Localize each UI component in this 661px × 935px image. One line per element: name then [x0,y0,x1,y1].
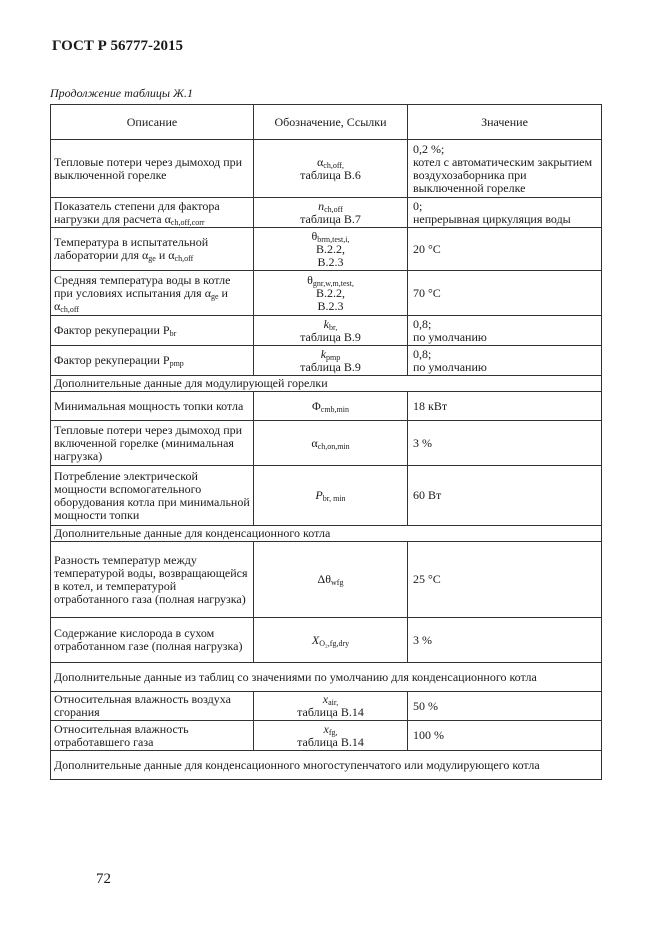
section-title-multistage: Дополнительные данные для конденсационного многоступенчатого или модулирующего котла [51,751,602,780]
row-value: 50 % [408,692,602,721]
symbol-main: k [323,316,329,331]
symbol-main: n [318,198,325,213]
row-symbol [254,692,408,721]
symbol-ref: таблица В.9 [300,359,361,374]
symbol-main: α [316,154,324,169]
row-symbol [254,466,408,526]
value-line: 0; [413,198,423,213]
table-row [51,618,602,663]
section-row [51,663,602,692]
row-value: 100 % [408,721,602,751]
row-description: Потребление электрической мощности вспомогательного оборудования котла при минимальной мощности топки [51,466,254,526]
row-value [408,346,602,376]
value-line: 0,8; [413,346,432,361]
desc-sub: ge [210,291,219,301]
desc-sub: pmp [169,359,184,368]
symbol-main: x [323,721,329,736]
row-value: 60 Вт [408,466,602,526]
symbol-ref: таблица В.6 [300,167,361,182]
section-title-modulating: Дополнительные данные для модулирующей горелки [51,376,602,392]
symbol-ref: В.2.2, [315,285,345,300]
page-number: 72 [96,871,111,887]
value-line: непрерывная циркуляция воды [413,211,571,226]
table-row [51,692,602,721]
symbol-main: k [320,346,327,361]
row-symbol [254,346,408,376]
row-description: Минимальная мощность топки котла [51,392,254,421]
symbol-sub: cmb,min [320,404,349,414]
row-symbol [254,721,408,751]
section-row [51,376,602,392]
symbol-sub: br, min [322,494,346,503]
header-value: Значение [408,105,602,140]
symbol-main: x [322,692,329,706]
symbol-sub: gnr,w,m,test, [312,278,354,288]
row-symbol [254,316,408,346]
desc-text: Средняя температура воды в котле при условиях испытания для α [54,272,231,300]
row-description [51,271,254,316]
value-line: по умолчанию [413,329,487,344]
symbol-sub: wfg [331,578,344,587]
section-row [51,526,602,542]
row-description: Тепловые потери через дымоход при включенной горелке (минимальная нагрузка) [51,421,254,466]
row-description: Относительная влажность отработавшего газа [51,721,254,751]
row-value [408,316,602,346]
symbol-ref: таблица В.14 [297,734,364,749]
symbol-sub: O₂,fg,dry [319,638,350,648]
table-row [51,346,602,376]
row-description: Тепловые потери через дымоход при выключенной горелке [51,140,254,198]
row-value [408,140,602,198]
symbol-main: P [315,488,323,502]
symbol-sub: ch,off, [323,160,345,170]
section-row [51,751,602,780]
symbol-sub: brm,test,i, [317,234,350,244]
table-continuation-caption: Продолжение таблицы Ж.1 [50,86,194,100]
symbol-ref: В.2.2, [315,241,345,256]
desc-mid: и α [155,248,175,262]
symbol-main: θ [311,228,318,243]
row-symbol [254,271,408,316]
desc-sub: ch,off,corr [170,217,205,227]
symbol-main: α [311,435,318,450]
value-line: 0,2 %; [413,141,445,156]
symbol-main: Δθ [317,572,331,586]
table-row [51,271,602,316]
header-description: Описание [51,105,254,140]
desc-sub: br [169,329,177,338]
symbol-sub: br, [328,322,338,332]
desc-text: Температура в испытательной лаборатории для α [54,235,209,262]
row-description [51,346,254,376]
row-value [408,198,602,228]
symbol-ref: В.2.3 [317,254,344,269]
row-description [51,228,254,271]
value-line: котел с автоматическим закрытием воздухозаборника при выключенной горелке [413,154,593,195]
desc-sub2: ch,off [174,254,194,263]
table-row [51,140,602,198]
row-value: 3 % [408,421,602,466]
row-symbol [254,618,408,663]
desc-text: Фактор рекуперации P [54,323,170,337]
row-symbol [254,198,408,228]
row-value: 25 °С [408,542,602,618]
section-title-defaults: Дополнительные данные из таблиц со значениями по умолчанию для конденсационного котла [51,663,602,692]
symbol-ref: таблица В.14 [297,705,364,719]
row-value: 70 °С [408,271,602,316]
row-description: Разность температур между температурой воды, возвращающейся в котел, и температурой отработанного газа (полная нагрузка) [51,542,254,618]
desc-text: Показатель степени для фактора нагрузки для расчета α [54,198,220,226]
table-row [51,721,602,751]
symbol-ref: таблица В.7 [300,211,361,226]
table-row [51,198,602,228]
row-value: 18 кВт [408,392,602,421]
row-value: 20 °С [408,228,602,271]
section-title-condensing: Дополнительные данные для конденсационного котла [51,526,602,542]
symbol-main: θ [307,272,313,287]
symbol-sub: air, [328,698,339,707]
desc-mid: и α [54,285,228,313]
value-line: 0,8; [413,316,432,331]
symbol-ref: таблица В.9 [300,329,361,344]
row-description: Содержание кислорода в сухом отработанном газе (полная нагрузка) [51,618,254,663]
document-standard-header: ГОСТ Р 56777-2015 [52,38,184,54]
value-line: по умолчанию [413,359,487,374]
row-description [51,316,254,346]
symbol-sub: ch,off [324,204,343,214]
desc-sub2: ch,off [60,304,80,314]
table-row [51,228,602,271]
parameters-table [50,104,602,780]
desc-text: Фактор рекуперации P [54,353,170,367]
header-symbol: Обозначение, Ссылки [254,105,408,140]
row-symbol [254,392,408,421]
symbol-main: X [311,632,320,647]
table-row [51,542,602,618]
row-symbol [254,421,408,466]
row-symbol [254,140,408,198]
row-value: 3 % [408,618,602,663]
row-description: Относительная влажность воздуха сгорания [51,692,254,721]
row-symbol [254,228,408,271]
symbol-main: Φ [312,398,321,413]
row-description [51,198,254,228]
desc-sub: ge [148,254,156,263]
symbol-sub: ch,on,min [317,441,350,451]
symbol-sub: fg, [328,727,338,737]
symbol-ref: В.2.3 [317,298,344,313]
row-symbol [254,542,408,618]
symbol-sub: pmp [326,352,341,362]
table-header-row [51,105,602,140]
table-row [51,466,602,526]
table-row [51,316,602,346]
table-row [51,421,602,466]
table-row [51,392,602,421]
